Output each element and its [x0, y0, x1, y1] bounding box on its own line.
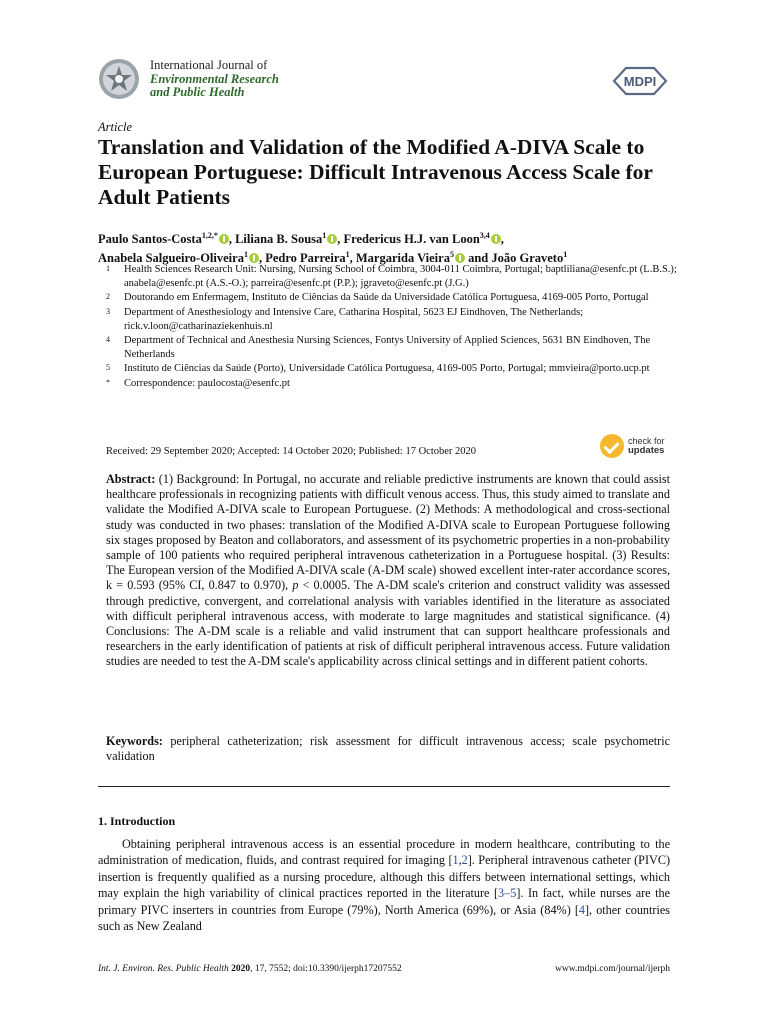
affiliation-text: Instituto de Ciências da Saúde (Porto), Universidade Católica Portuguesa, 4169-005 Porto, Portugal; mmvieira@porto.ucp.pt: [124, 363, 650, 375]
abstract-text-part1: (1) Background: In Portugal, no accurate and reliable predictive instruments are known that could assist healthcare professionals in recognizing patients with difficult venous access. Thus, this study aimed to translate and validate the Modified A-DIVA scale to European Portuguese. (2) Methods: A methodological and cross-sectional study was conducted in two phases: translation of the Modified A-DIVA scale to European Portuguese following six stages proposed by Beaton and collaborators, and assessment of its psychometric properties in a non-probability sample of 100 patients who required peripheral intravenous catheterization in a Portuguese hospital. (3) Results: The European version of the Modified A-DIVA scale (A-DM scale) showed excellent inter-rater accordance scores, k = 0.593 (95% CI, 0.847 to 0.970),: [106, 472, 670, 593]
footer-volume-pages: , 17, 7552; doi:10.3390/ijerph17207552: [250, 964, 402, 974]
affiliation-text: Health Sciences Research Unit: Nursing, Nursing School of Coimbra, 3004-011 Coimbra, Portugal; baptliliana@esenfc.pt (L.B.S.); anabela@esenfc.pt (A.S.-O.); parreira@esenfc.pt (P.P.); jgraveto@esenfc.pt (J.G.): [124, 264, 677, 290]
author-name: Fredericus H.J. van Loon: [343, 232, 480, 247]
citation-link[interactable]: 3–5: [498, 886, 517, 901]
orcid-icon[interactable]: [219, 234, 229, 244]
citation-separator: ,: [458, 853, 462, 868]
author-affiliation-marker: 1,2,*: [201, 231, 218, 240]
keywords-text: peripheral catheterization; risk assessment for difficult intravenous access; scale psychometric validation: [106, 734, 670, 764]
abstract-label: Abstract:: [106, 472, 156, 486]
author-name: Liliana B. Sousa: [235, 232, 323, 247]
author-affiliation-marker: 1: [243, 250, 248, 260]
checkmark-icon: [600, 434, 624, 458]
abstract-p-symbol: p: [292, 578, 299, 593]
footer-citation: [98, 964, 402, 974]
affiliation-item: [106, 306, 686, 334]
author-separator: ,: [228, 232, 236, 247]
affiliation-number: 1: [106, 264, 110, 273]
affiliation-list: [106, 263, 686, 391]
affiliation-number: 5: [106, 363, 110, 373]
page-title: Translation and Validation of the Modified A-DIVA Scale to European Portuguese: Difficult Intravenous Access Scale for Adult Patients: [98, 135, 653, 209]
mdpi-logo-text: MDPI: [623, 74, 657, 89]
affiliation-text: Doutorando em Enfermagem, Instituto de Ciências da Saúde da Universidade Católica Portuguesa, 4169-005 Porto, Portugal: [124, 292, 649, 304]
affiliation-item: [106, 263, 686, 291]
intro-text-3: ]. In fact, while nurses are the primary PIVC inserters in countries from Europe (79%), North America (69%), or Asia (84%) [: [98, 886, 670, 917]
author-affiliation-marker: 5: [449, 250, 454, 260]
affiliation-number: 2: [106, 292, 110, 302]
footer-journal-url[interactable]: www.mdpi.com/journal/ijerph: [555, 964, 670, 974]
affiliation-item: [106, 291, 686, 305]
footer-year: 2020: [231, 964, 251, 974]
introduction-paragraph: [98, 836, 670, 934]
check-for-updates-button[interactable]: [600, 434, 672, 460]
orcid-icon[interactable]: [455, 253, 465, 263]
journal-name-line2: Environmental Research: [150, 71, 279, 86]
affiliation-item: [106, 377, 686, 391]
author-list: [98, 228, 678, 266]
affiliation-text: Department of Anesthesiology and Intensive Care, Catharina Hospital, 5623 EJ Eindhoven, The Netherlands; rick.v.loon@catharinaziekenhuis.nl: [124, 306, 584, 332]
citation-link[interactable]: 2: [461, 853, 468, 868]
section-heading-introduction: 1. Introduction: [98, 814, 176, 828]
journal-name-line3: and Public Health: [150, 85, 245, 99]
author-line-1: [98, 228, 678, 247]
author-separator: and: [464, 251, 492, 266]
abstract-text-part2: < 0.0005. The A-DM scale's criterion and construct validity was assessed through predictive, convergent, and correlational analysis with variables identified in the literature as associated with difficult peripheral intravenous access, with moderate to large magnitudes and statistical significance. (4) Conclusions: The A-DM scale is a reliable and valid instrument that can support healthcare professionals and researchers in the early identification of patients at risk of difficult peripheral intravenous access. Future validation studies are needed to test the A-DM scale's applicability across clinical settings and in different patient cohorts.: [106, 578, 671, 669]
orcid-icon[interactable]: [249, 253, 259, 263]
author-affiliation-marker: 1: [322, 231, 327, 240]
author-separator: ,: [349, 251, 356, 266]
article-type: Article: [98, 120, 133, 134]
orcid-icon[interactable]: [491, 234, 501, 244]
author-separator: ,: [258, 251, 266, 266]
author-affiliation-marker: 3,4: [479, 231, 490, 240]
journal-name-line1: International Journal of: [150, 58, 268, 72]
orcid-icon[interactable]: [327, 234, 337, 244]
divider: [98, 786, 670, 787]
journal-name: [150, 59, 279, 100]
author-affiliation-marker: 1: [345, 250, 350, 260]
author-name: Anabela Salgueiro-Oliveira: [98, 251, 244, 266]
author-name: João Graveto: [491, 251, 564, 266]
affiliation-number: 3: [106, 306, 110, 316]
journal-logo-icon: [98, 58, 140, 100]
affiliation-text: Department of Technical and Anesthesia Nursing Sciences, Fontys University of Applied Sciences, 5631 BN Eindhoven, The Netherlands: [124, 335, 651, 361]
affiliation-number: 4: [106, 335, 110, 345]
author-name: Margarida Vieira: [355, 251, 450, 266]
affiliation-number: *: [106, 377, 110, 387]
affiliation-item: [106, 362, 686, 376]
author-separator: ,: [500, 232, 504, 247]
affiliation-item: [106, 334, 686, 362]
author-affiliation-marker: 1: [563, 250, 568, 260]
citation-link[interactable]: 1: [452, 853, 459, 868]
intro-text-1: Obtaining peripheral intravenous access is an essential procedure in modern healthcare, contributing to the administration of medication, fluids, and contrast required for imaging [: [98, 837, 670, 868]
keywords-label: Keywords:: [106, 734, 163, 748]
check-updates-line1: check for: [628, 436, 665, 446]
intro-text-4: ], other countries such as New Zealand: [98, 902, 670, 934]
publication-dates: Received: 29 September 2020; Accepted: 14 October 2020; Published: 17 October 2020: [106, 446, 477, 457]
intro-text-2: ]. Peripheral intravenous catheter (PIVC) insertion is frequently qualified as a nursing procedure, although this differs between international settings, which may explain the high variability of clinical practices reported in the literature [: [98, 853, 671, 901]
footer-journal-abbrev: Int. J. Environ. Res. Public Health: [98, 964, 229, 974]
author-name: Pedro Parreira: [265, 251, 346, 266]
citation-link[interactable]: 4: [578, 902, 585, 917]
abstract: [106, 472, 670, 670]
check-updates-line2: updates: [628, 445, 665, 456]
author-separator: ,: [337, 232, 344, 247]
keywords: [106, 734, 670, 764]
affiliation-text: Correspondence: paulocosta@esenfc.pt: [124, 377, 290, 389]
mdpi-logo-icon: [612, 66, 668, 96]
author-name: Paulo Santos-Costa: [98, 232, 202, 247]
